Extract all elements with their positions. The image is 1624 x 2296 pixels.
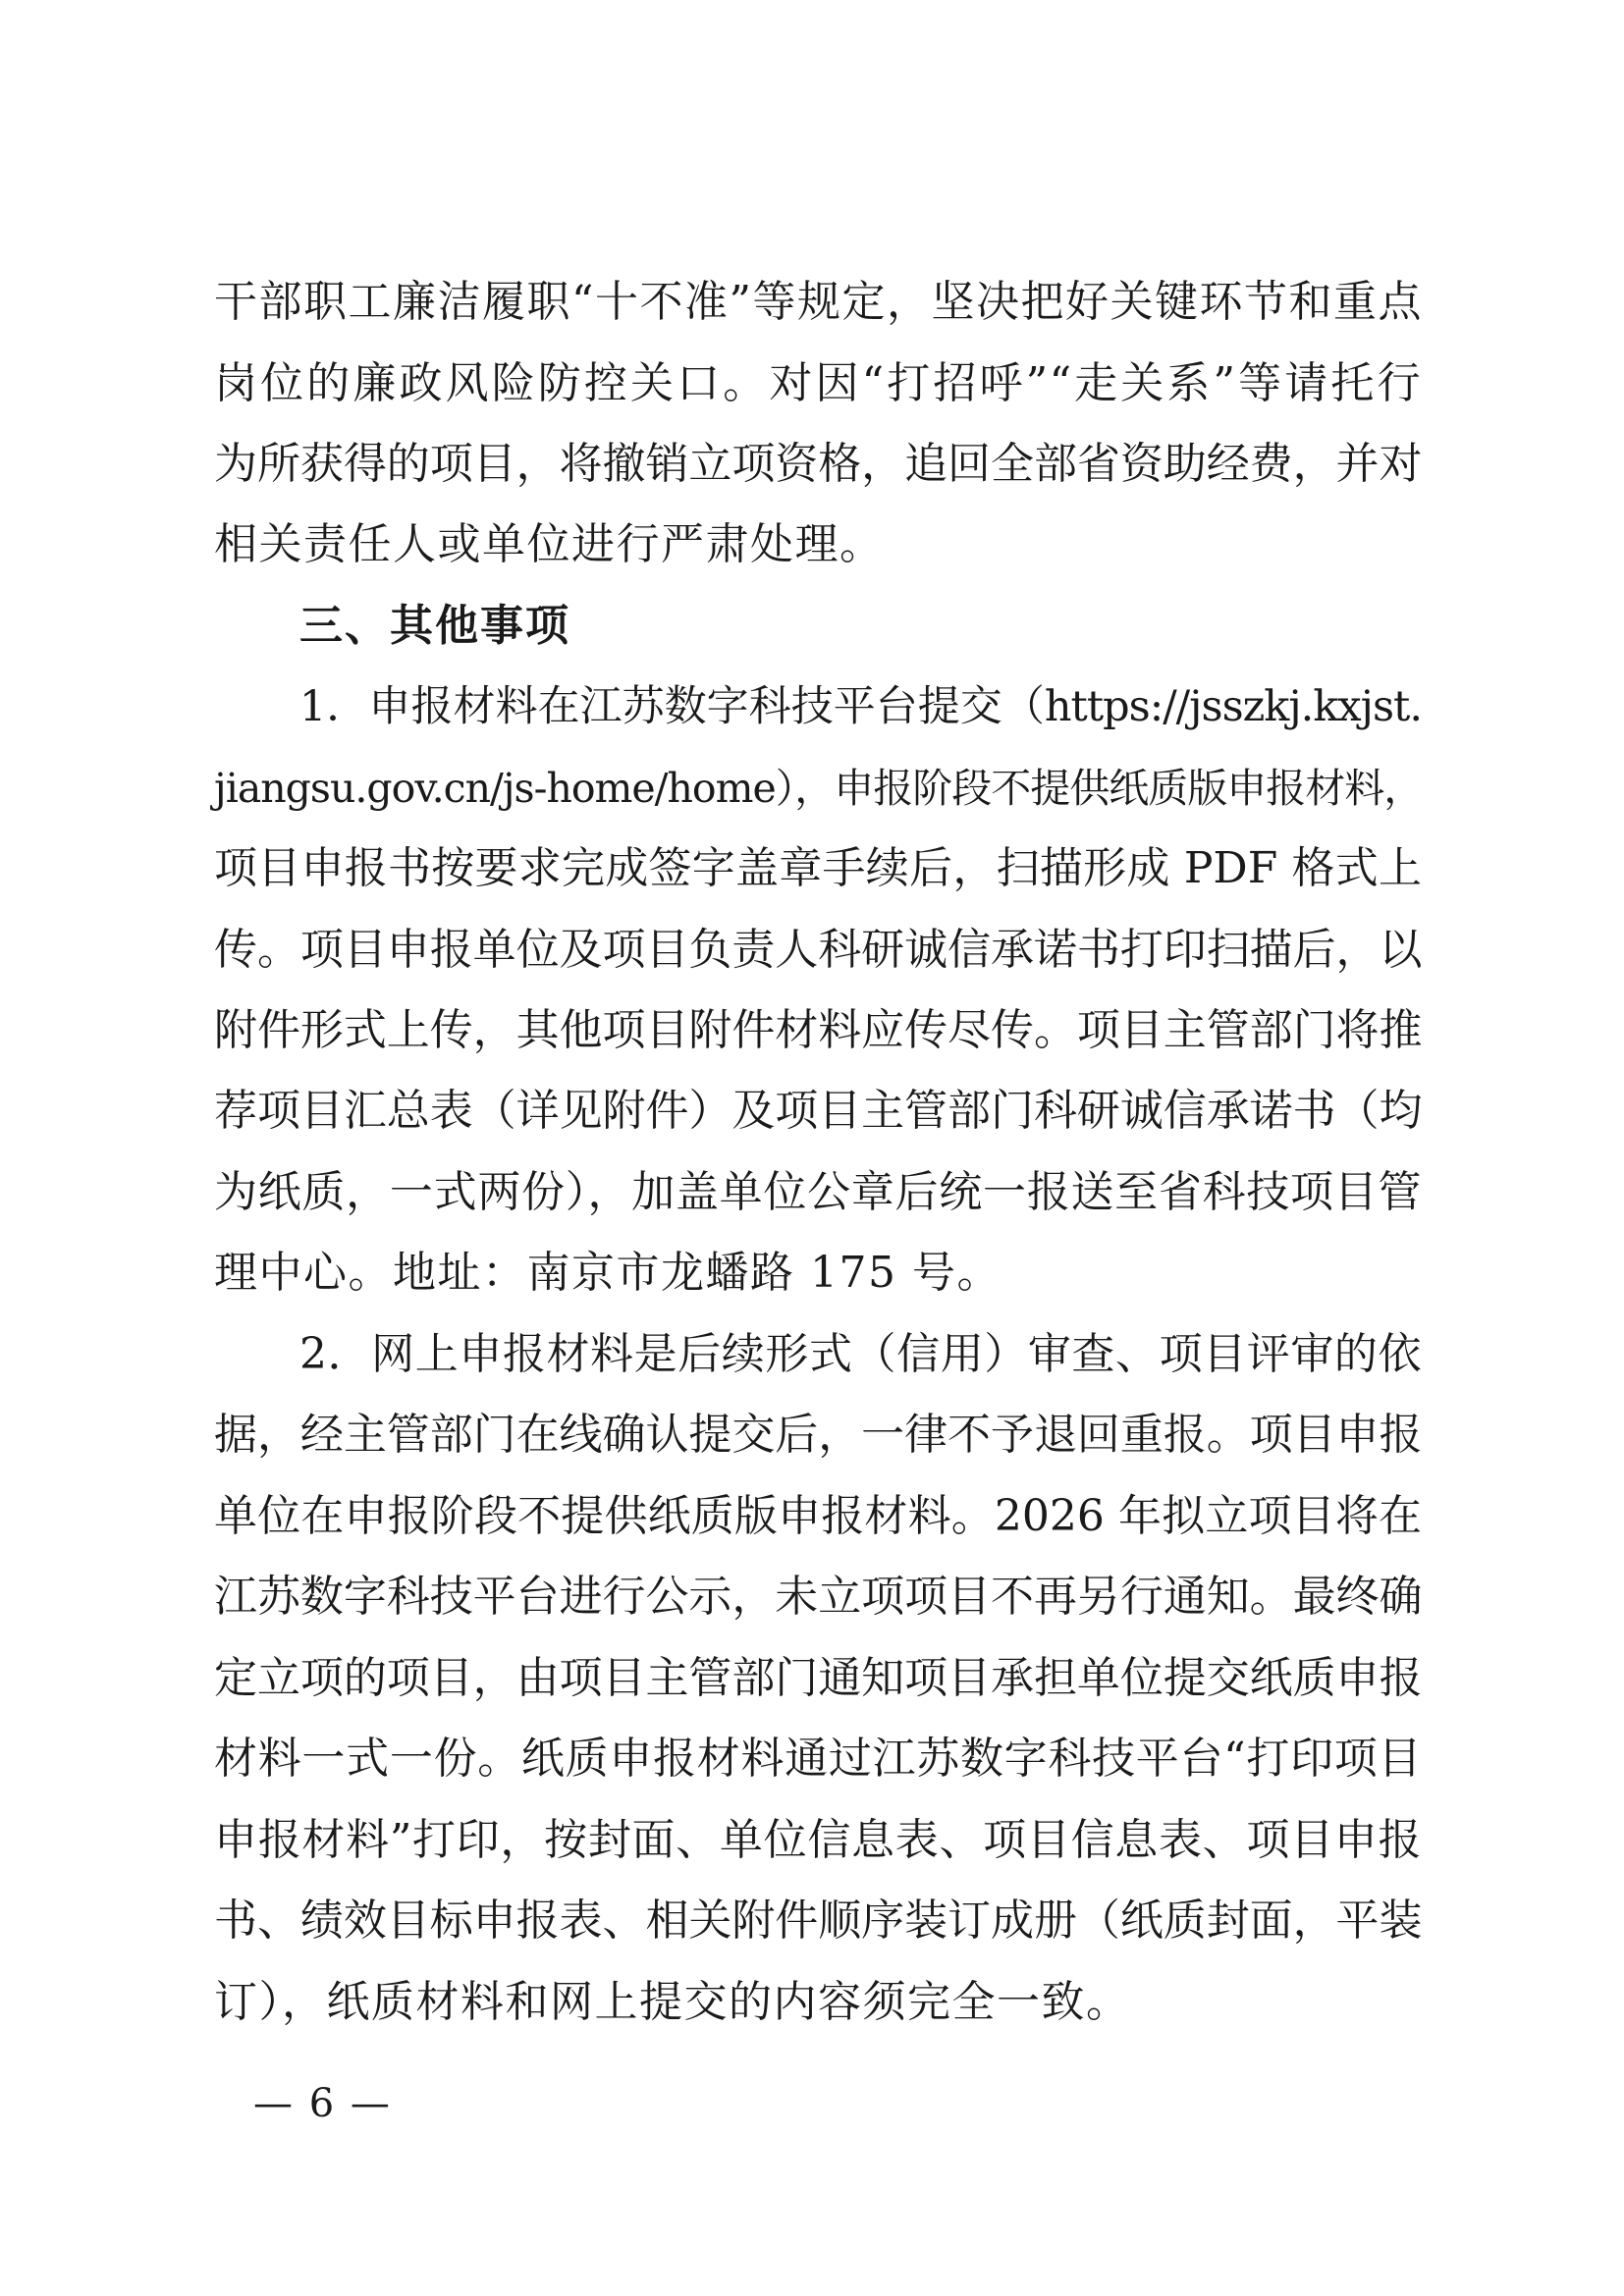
paragraph-1-line-3: 为所获得的项目，将撤销立项资格，追回全部省资助经费，并对: [214, 439, 1422, 489]
paragraph-2-line-1: 1．申报材料在江苏数字科技平台提交（https://jsszkj.kxjst.: [299, 682, 1422, 731]
paragraph-2-line-3: 项目申报书按要求完成签字盖章手续后，扫描形成 PDF 格式上: [214, 843, 1422, 893]
paragraph-3-line-5: 定立项的项目，由项目主管部门通知项目承担单位提交纸质申报: [214, 1653, 1422, 1703]
paragraph-3-line-7: 申报材料”打印，按封面、单位信息表、项目信息表、项目申报: [214, 1815, 1422, 1865]
paragraph-3-line-8: 书、绩效目标申报表、相关附件顺序装订成册（纸质封面，平装: [214, 1896, 1422, 1946]
section-heading: 三、其他事项: [299, 601, 570, 651]
paragraph-2-line-5: 附件形式上传，其他项目附件材料应传尽传。项目主管部门将推: [214, 1005, 1422, 1055]
paragraph-3-line-9: 订），纸质材料和网上提交的内容须完全一致。: [214, 1977, 1131, 2027]
paragraph-3-line-6: 材料一式一份。纸质申报材料通过江苏数字科技平台“打印项目: [214, 1734, 1422, 1784]
paragraph-3-line-3: 单位在申报阶段不提供纸质版申报材料。2026 年拟立项目将在: [214, 1491, 1422, 1541]
paragraph-1-line-4: 相关责任人或单位进行严肃处理。: [214, 519, 885, 569]
paragraph-3-line-2: 据，经主管部门在线确认提交后，一律不予退回重报。项目申报: [214, 1410, 1422, 1460]
paragraph-2-line-7: 为纸质，一式两份），加盖单位公章后统一报送至省科技项目管: [214, 1167, 1422, 1217]
paragraph-2-line-4: 传。项目申报单位及项目负责人科研诚信承诺书打印扫描后，以: [214, 925, 1422, 975]
paragraph-1-line-1: 干部职工廉洁履职“十不准”等规定，坚决把好关键环节和重点: [214, 277, 1423, 327]
paragraph-2-line-6: 荐项目汇总表（详见附件）及项目主管部门科研诚信承诺书（均: [214, 1086, 1422, 1136]
page-number: — 6 —: [253, 2081, 392, 2126]
paragraph-2-line-8: 理中心。地址：南京市龙蟠路 175 号。: [214, 1248, 1001, 1298]
paragraph-3-line-4: 江苏数字科技平台进行公示，未立项项目不再另行通知。最终确: [214, 1572, 1422, 1622]
paragraph-3-line-1: 2．网上申报材料是后续形式（信用）审查、项目评审的依: [299, 1329, 1422, 1379]
paragraph-1-line-2: 岗位的廉政风险防控关口。对因“打招呼”“走关系”等请托行: [214, 358, 1422, 408]
paragraph-2-line-2: jiangsu.gov.cn/js-home/home），申报阶段不提供纸质版申报材料，: [214, 765, 1424, 812]
